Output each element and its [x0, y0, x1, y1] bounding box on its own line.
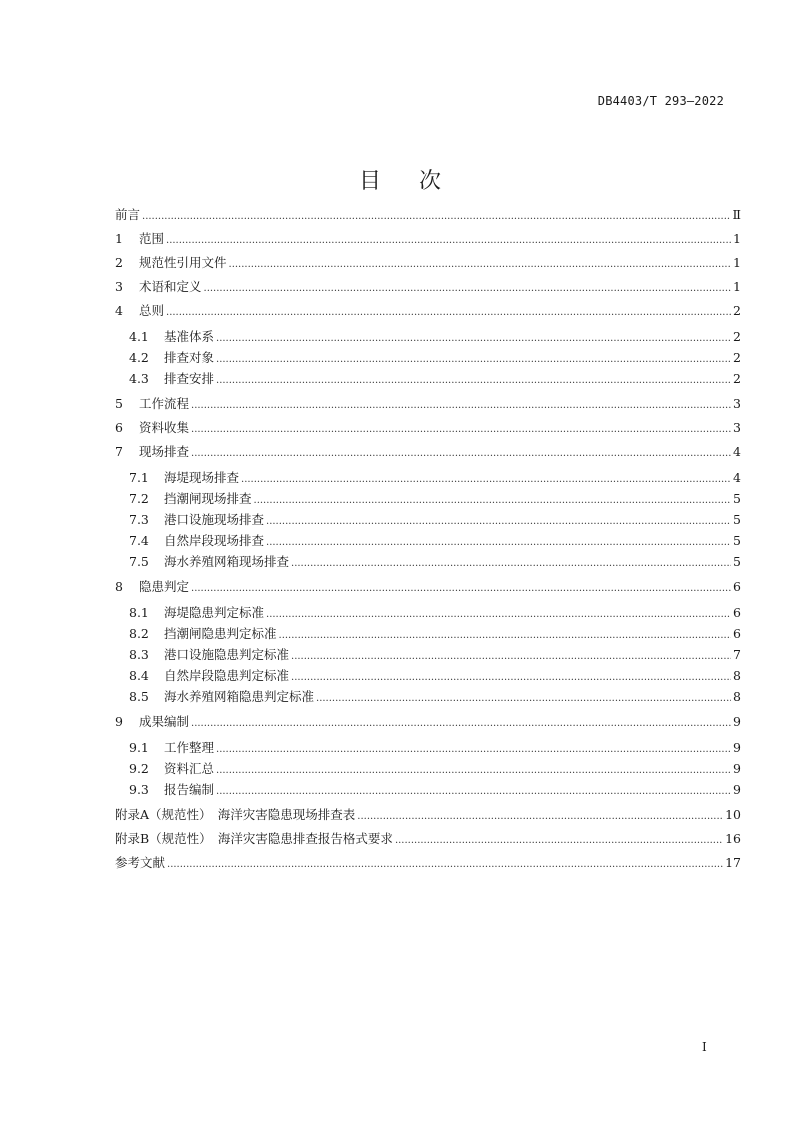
toc-dot-leader [291, 646, 731, 667]
toc-entry-label: 挡潮闸隐患判定标准 [164, 626, 277, 641]
toc-entry[interactable] [115, 758, 741, 779]
toc-entry[interactable] [115, 803, 741, 827]
toc-entry-page: 6 [733, 605, 741, 620]
toc-entry-label: 报告编制 [164, 782, 215, 797]
toc-dot-leader [216, 781, 731, 802]
toc-entry-page: 1 [733, 231, 741, 246]
toc-entry[interactable] [115, 686, 741, 707]
toc-entry-label: 排查对象 [164, 350, 215, 365]
toc-entry[interactable] [115, 530, 741, 551]
toc-entry-page: 5 [733, 512, 741, 527]
toc-entry-page: 7 [733, 647, 741, 662]
toc-entry[interactable] [115, 737, 741, 758]
toc-dot-leader [395, 829, 723, 853]
toc-dot-leader [191, 394, 731, 418]
toc-entry-number: 7 [115, 444, 123, 459]
toc-entry-page: 9 [733, 714, 741, 729]
toc-entry-number: 2 [115, 255, 123, 270]
toc-entry-page: 1 [733, 279, 741, 294]
toc-entry-label: 基准体系 [164, 329, 215, 344]
toc-dot-leader [167, 853, 723, 877]
toc-entry-label: 范围 [139, 231, 165, 246]
toc-entry-label: 隐患判定 [139, 579, 190, 594]
toc-entry-label: 海水养殖网箱现场排查 [164, 554, 290, 569]
toc-entry-page: 2 [733, 350, 741, 365]
toc-entry-label: 自然岸段现场排查 [164, 533, 265, 548]
toc-entry-number: 4.3 [129, 371, 149, 386]
toc-entry[interactable] [115, 467, 741, 488]
toc-entry-page: 1 [733, 255, 741, 270]
toc-entry[interactable] [115, 299, 741, 323]
document-code: DB4403/T 293—2022 [597, 94, 724, 108]
toc-entry[interactable] [115, 665, 741, 686]
toc-entry-page: 10 [725, 807, 741, 822]
toc-entry-page: 3 [733, 420, 741, 435]
toc-entry-label: 规范性引用文件 [139, 255, 227, 270]
toc-entry[interactable] [115, 602, 741, 623]
toc-dot-leader [216, 328, 731, 349]
toc-entry-page: 9 [733, 740, 741, 755]
toc-dot-leader [266, 511, 731, 532]
toc-dot-leader [216, 760, 731, 781]
toc-entry[interactable] [115, 710, 741, 734]
toc-entry-page: 2 [733, 329, 741, 344]
toc-entry-number: 7.4 [129, 533, 149, 548]
toc-entry-number: 5 [115, 396, 123, 411]
toc-entry-page: 17 [725, 855, 741, 870]
toc-entry[interactable] [115, 779, 741, 800]
toc-entry-number: 8.3 [129, 647, 149, 662]
toc-entry[interactable] [115, 623, 741, 644]
toc-entry[interactable] [115, 326, 741, 347]
toc-entry-page: 5 [733, 533, 741, 548]
toc-entry[interactable] [115, 575, 741, 599]
toc-dot-leader [216, 370, 731, 391]
toc-entry-label: 总则 [139, 303, 165, 318]
toc-entry-label: 术语和定义 [139, 279, 202, 294]
toc-entry-number: 7.2 [129, 491, 149, 506]
toc-entry[interactable] [115, 509, 741, 530]
toc-entry-number: 8.2 [129, 626, 149, 641]
toc-entry[interactable] [115, 440, 741, 464]
toc-dot-leader [166, 301, 731, 325]
toc-entry[interactable] [115, 827, 741, 851]
toc-entry[interactable] [115, 851, 741, 875]
toc-entry-page: 4 [733, 444, 741, 459]
toc-dot-leader [229, 253, 731, 277]
toc-entry-page: 6 [733, 626, 741, 641]
toc-entry[interactable] [115, 368, 741, 389]
toc-dot-leader [291, 553, 731, 574]
toc-entry-number: 8 [115, 579, 123, 594]
toc-entry-label: 参考文献 [115, 855, 166, 870]
toc-entry-page: 5 [733, 554, 741, 569]
toc-entry-page: 3 [733, 396, 741, 411]
toc-entry[interactable] [115, 551, 741, 572]
toc-dot-leader [166, 229, 731, 253]
toc-entry[interactable] [115, 275, 741, 299]
toc-entry-number: 3 [115, 279, 123, 294]
toc-entry-label: 海堤现场排查 [164, 470, 240, 485]
toc-dot-leader [357, 805, 723, 829]
toc-dot-leader [216, 739, 731, 760]
toc-entry-number: 9.3 [129, 782, 149, 797]
toc-entry-page: 16 [725, 831, 741, 846]
toc-entry-number: 7.3 [129, 512, 149, 527]
toc-entry-number: 7.5 [129, 554, 149, 569]
toc-entry[interactable] [115, 251, 741, 275]
toc-entry-label: 海堤隐患判定标准 [164, 605, 265, 620]
toc-dot-leader [204, 277, 731, 301]
toc-entry-page: 6 [733, 579, 741, 594]
toc-entry-number: 7.1 [129, 470, 149, 485]
toc-entry[interactable] [115, 392, 741, 416]
toc-entry-label: 工作流程 [139, 396, 190, 411]
table-of-contents [115, 203, 741, 875]
toc-entry[interactable] [115, 227, 741, 251]
toc-dot-leader [191, 712, 731, 736]
page-number: I [702, 1040, 707, 1054]
toc-entry-number: 8.5 [129, 689, 149, 704]
toc-entry-label: 海水养殖网箱隐患判定标准 [164, 689, 315, 704]
toc-entry-label: 现场排查 [139, 444, 190, 459]
toc-entry-label: 附录A（规范性） 海洋灾害隐患现场排查表 [115, 807, 356, 822]
toc-entry[interactable] [115, 488, 741, 509]
toc-dot-leader [291, 667, 731, 688]
toc-entry-page: 5 [733, 491, 741, 506]
toc-entry-page: 9 [733, 782, 741, 797]
toc-dot-leader [266, 532, 731, 553]
toc-entry-label: 工作整理 [164, 740, 215, 755]
toc-entry[interactable] [115, 203, 741, 227]
toc-dot-leader [142, 205, 730, 229]
toc-dot-leader [191, 442, 731, 466]
toc-entry-label: 资料收集 [139, 420, 190, 435]
toc-entry-number: 4 [115, 303, 123, 318]
toc-dot-leader [266, 604, 731, 625]
toc-dot-leader [241, 469, 731, 490]
toc-entry-label: 成果编制 [139, 714, 190, 729]
toc-entry-label: 自然岸段隐患判定标准 [164, 668, 290, 683]
toc-entry-label: 前言 [115, 207, 141, 222]
toc-entry-number: 9 [115, 714, 123, 729]
toc-title: 目次 [358, 169, 479, 194]
toc-entry-page: Ⅱ [732, 207, 741, 222]
toc-dot-leader [191, 577, 731, 601]
toc-dot-leader [254, 490, 731, 511]
toc-entry-number: 1 [115, 231, 123, 246]
toc-entry-number: 4.1 [129, 329, 149, 344]
toc-entry-label: 港口设施隐患判定标准 [164, 647, 290, 662]
toc-entry-page: 8 [733, 668, 741, 683]
toc-entry-number: 8.1 [129, 605, 149, 620]
toc-entry-number: 9.2 [129, 761, 149, 776]
toc-entry-label: 港口设施现场排查 [164, 512, 265, 527]
toc-entry-number: 8.4 [129, 668, 149, 683]
toc-entry[interactable] [115, 347, 741, 368]
toc-entry[interactable] [115, 416, 741, 440]
toc-entry-page: 2 [733, 303, 741, 318]
toc-entry-number: 9.1 [129, 740, 149, 755]
toc-entry-number: 4.2 [129, 350, 149, 365]
toc-dot-leader [316, 688, 731, 709]
toc-entry-page: 8 [733, 689, 741, 704]
toc-entry-label: 挡潮闸现场排查 [164, 491, 252, 506]
toc-entry-label: 附录B（规范性） 海洋灾害隐患排查报告格式要求 [115, 831, 393, 846]
toc-dot-leader [216, 349, 731, 370]
toc-entry-number: 6 [115, 420, 123, 435]
toc-entry[interactable] [115, 644, 741, 665]
toc-dot-leader [279, 625, 731, 646]
toc-entry-page: 9 [733, 761, 741, 776]
toc-entry-label: 排查安排 [164, 371, 215, 386]
toc-entry-label: 资料汇总 [164, 761, 215, 776]
toc-entry-page: 4 [733, 470, 741, 485]
toc-entry-page: 2 [733, 371, 741, 386]
toc-dot-leader [191, 418, 731, 442]
